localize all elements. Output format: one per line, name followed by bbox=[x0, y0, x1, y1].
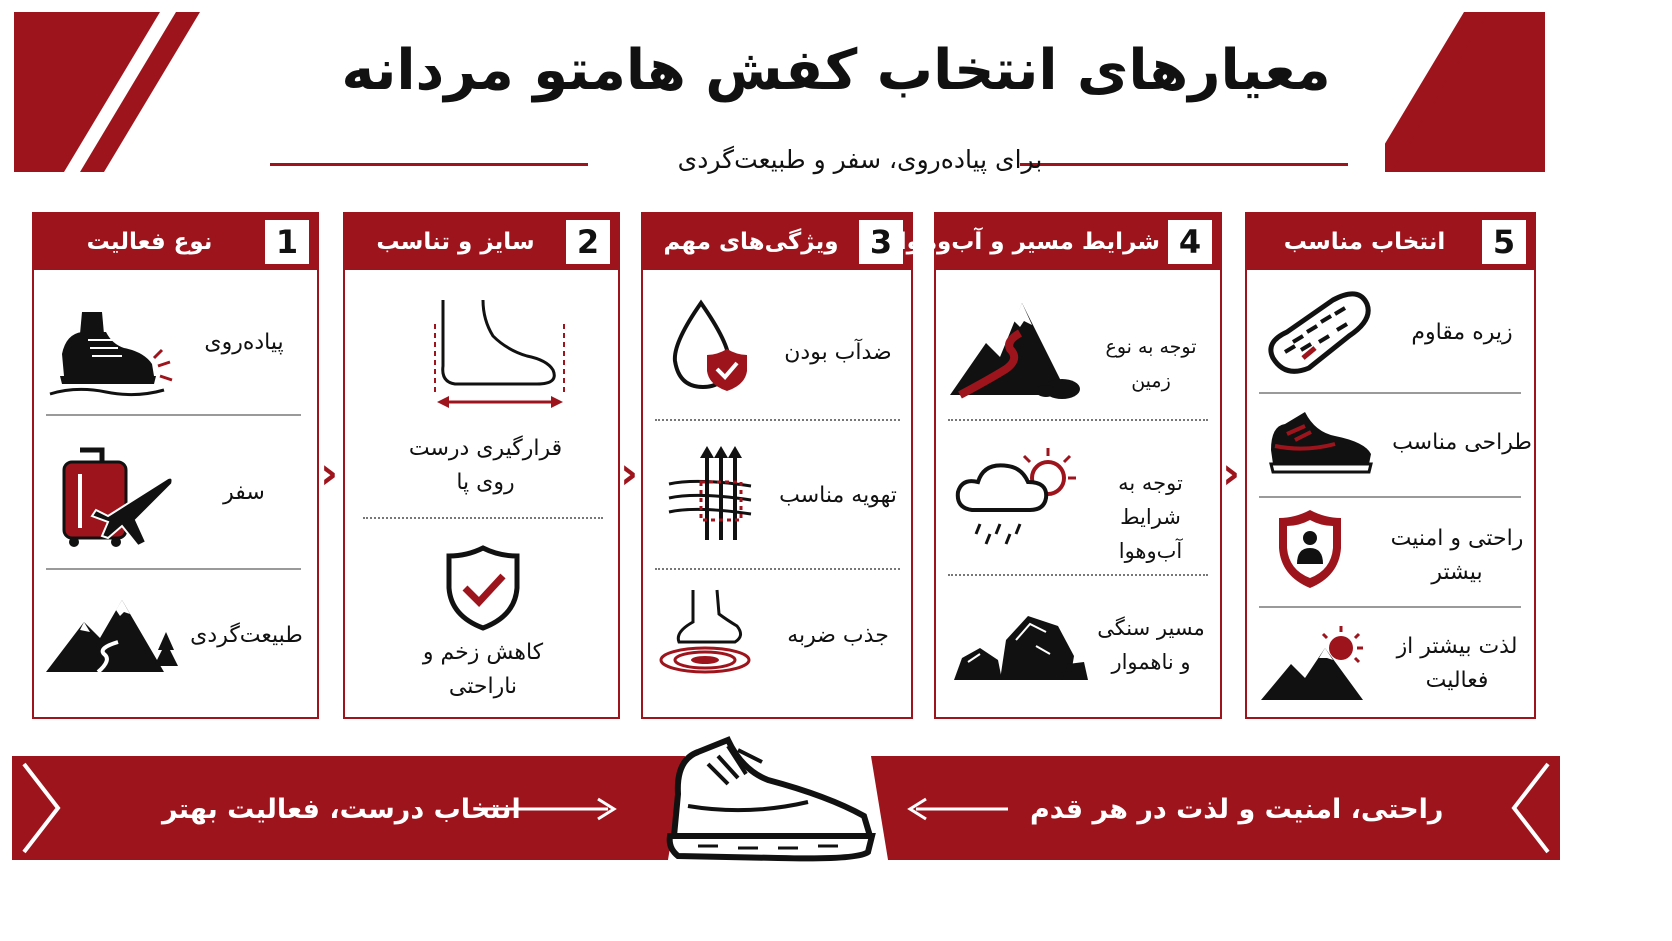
airflow-icon bbox=[667, 444, 753, 544]
arrow-right-icon bbox=[480, 796, 620, 822]
item-label: کاهش زخم و ناراحتی bbox=[422, 640, 544, 699]
waterdrop-shield-icon bbox=[669, 299, 749, 394]
item-label: لذت بیشتر از فعالیت bbox=[1396, 634, 1518, 693]
item-label: توجه به شرایط آب‌وهوا bbox=[1118, 471, 1183, 563]
suitcase-plane-icon bbox=[56, 442, 176, 552]
item-label: تهویه مناسب bbox=[779, 483, 897, 508]
card-title: ویژگی‌های مهم bbox=[663, 229, 839, 255]
card-number: 4 bbox=[1168, 220, 1212, 264]
item-divider bbox=[1259, 606, 1521, 608]
mountains-icon bbox=[46, 592, 181, 677]
weather-icon bbox=[952, 440, 1080, 548]
shield-person-icon bbox=[1275, 508, 1345, 592]
item-label: قرارگیری درست روی پا bbox=[408, 436, 563, 495]
item-label: پیاده‌روی bbox=[204, 330, 284, 355]
foot-measure-icon bbox=[427, 296, 572, 416]
card-right-choice bbox=[1245, 212, 1536, 719]
sneaker-icon bbox=[1265, 406, 1377, 476]
item-label: ضدآب بودن bbox=[784, 340, 892, 365]
card-title: شرایط مسیر و آب‌وهوا bbox=[898, 229, 1160, 255]
item-divider bbox=[655, 419, 900, 421]
card-title: انتخاب مناسب bbox=[1283, 229, 1446, 255]
card-header bbox=[1247, 214, 1534, 270]
card-number: 1 bbox=[265, 220, 309, 264]
shock-absorb-icon bbox=[657, 586, 753, 676]
card-header bbox=[643, 214, 911, 270]
card-activity-type bbox=[32, 212, 319, 719]
sole-icon bbox=[1263, 286, 1373, 378]
step-arrow: › bbox=[320, 448, 339, 499]
item-label: جذب ضربه bbox=[787, 623, 889, 648]
arrow-left-icon bbox=[906, 796, 1010, 822]
item-divider bbox=[1259, 496, 1521, 498]
item-divider bbox=[655, 568, 900, 570]
card-header bbox=[345, 214, 618, 270]
subtitle-block bbox=[280, 145, 1440, 185]
card-number: 2 bbox=[566, 220, 610, 264]
mountain-sun-icon bbox=[1259, 624, 1375, 704]
banner-left-text: انتخاب درست، فعالیت بهتر bbox=[162, 794, 521, 825]
item-label: طبیعت‌گردی bbox=[190, 623, 303, 648]
terrain-icon bbox=[950, 299, 1086, 399]
page-title: معیارهای انتخاب کفش هامتو مردانه bbox=[341, 38, 1331, 103]
item-divider bbox=[46, 414, 301, 416]
item-divider bbox=[948, 574, 1208, 576]
card-title: سایز و تناسب bbox=[376, 229, 535, 255]
card-route-weather bbox=[898, 212, 1222, 719]
step-arrow: › bbox=[1222, 448, 1241, 499]
item-label: سفر bbox=[223, 480, 265, 505]
item-divider bbox=[1259, 392, 1521, 394]
card-header bbox=[34, 214, 317, 270]
item-divider bbox=[46, 568, 301, 570]
page-subtitle: برای پیاده‌روی، سفر و طبیعت‌گردی bbox=[677, 145, 1043, 174]
item-label: راحتی و امنیت بیشتر bbox=[1390, 526, 1524, 585]
item-label: طراحی مناسب bbox=[1392, 430, 1532, 455]
shield-check-icon bbox=[443, 544, 523, 632]
card-number: 5 bbox=[1482, 220, 1526, 264]
item-label: مسیر سنگی و ناهموار bbox=[1097, 616, 1205, 674]
card-size-fit bbox=[343, 212, 620, 719]
step-arrow: › bbox=[620, 448, 639, 499]
item-label: زیره مقاوم bbox=[1411, 320, 1513, 345]
card-header bbox=[898, 214, 1220, 270]
banner-right-text: راحتی، امنیت و لذت در هر قدم bbox=[1030, 794, 1444, 825]
item-divider bbox=[948, 419, 1208, 421]
card-number: 3 bbox=[859, 220, 903, 264]
card-title: نوع فعالیت bbox=[86, 229, 213, 255]
rocks-icon bbox=[950, 606, 1090, 684]
card-key-features bbox=[641, 212, 913, 719]
item-label: توجه به نوع زمین bbox=[1105, 336, 1197, 392]
item-divider bbox=[363, 517, 603, 519]
shoe-icon bbox=[658, 736, 880, 864]
hiking-shoe-icon bbox=[46, 304, 176, 399]
